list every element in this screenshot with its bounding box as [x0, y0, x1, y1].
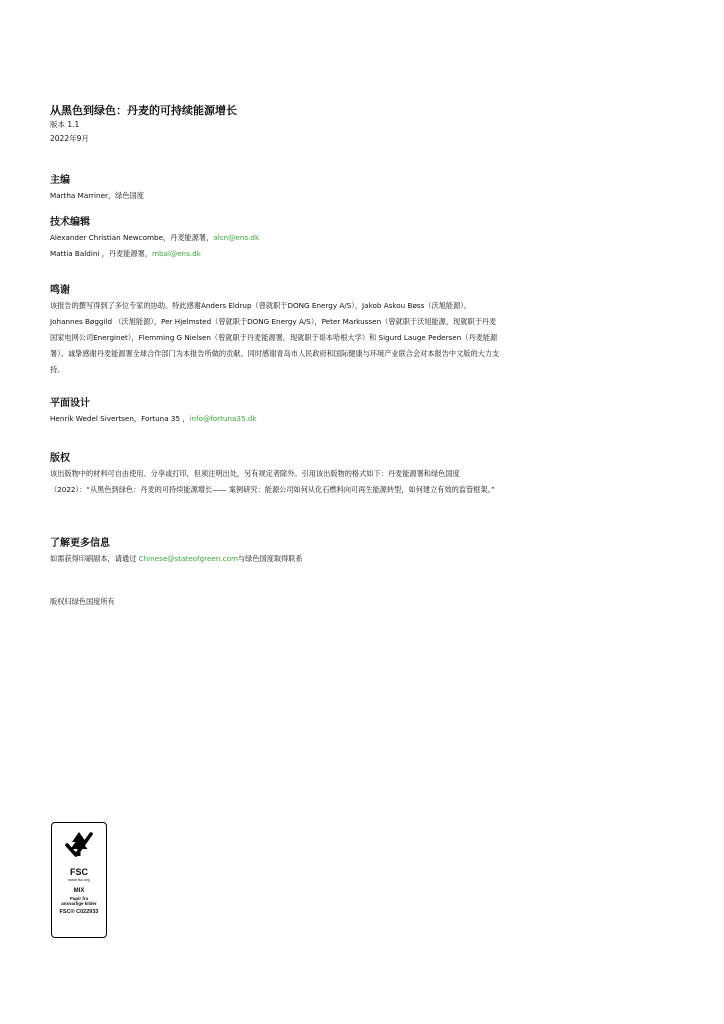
tech-editor-1-text: Alexander Christian Newcombe，丹麦能源署， — [50, 233, 214, 242]
rights-notice — [50, 594, 500, 610]
section-design — [50, 397, 500, 427]
editor-text: Martha Marriner，绿色国度 — [50, 191, 144, 200]
section-more-info — [50, 537, 500, 567]
editor-heading: 主编 — [50, 175, 70, 186]
design-heading: 平面设计 — [50, 398, 90, 409]
tech-editor-line-1 — [50, 230, 500, 246]
fsc-mix-label: MIX — [73, 888, 85, 894]
report-header — [50, 104, 500, 146]
rights-text: 版权归绿色国度所有 — [50, 597, 115, 606]
more-info-heading: 了解更多信息 — [50, 538, 110, 549]
fsc-url: www.fsc.org — [68, 877, 90, 882]
tech-editor-1-email-link[interactable]: alcn@ens.dk — [213, 233, 260, 242]
fsc-code: FSC® C022933 — [59, 909, 99, 915]
section-thanks — [50, 284, 500, 378]
section-tech-editors — [50, 216, 500, 262]
fsc-sub-line-1: Papir fra — [69, 896, 89, 901]
section-editor — [50, 174, 500, 204]
report-version: 版本 1.1 — [50, 120, 80, 129]
more-info-text-before: 如需获得印刷副本，请通过 — [50, 554, 139, 563]
design-text: Henrik Wedel Sivertsen，Fortuna 35 ， — [50, 414, 190, 423]
copyright-heading: 版权 — [50, 453, 70, 464]
fsc-logo — [51, 822, 107, 938]
tech-editor-2-text: Mattia Baldini ，丹麦能源署， — [50, 249, 152, 258]
more-info-line — [50, 551, 500, 567]
tech-editors-heading: 技术编辑 — [50, 217, 90, 228]
fsc-brand: FSC — [70, 867, 88, 877]
copyright-text: 该出版物中的材料可自由使用、分享或打印，但须注明出处，另有规定者除外。引用该出版物的格式如下：丹麦能源署和绿色国度（2022）：“从黑色到绿色：丹麦的可持续能源增长—— 案例研究：能源公司如何从化石燃料向可再生能源转型，如何建立有效的监管框架。” — [50, 469, 495, 494]
fsc-sub-line-2: ansvarlige kilder — [61, 901, 97, 906]
thanks-text: 该报告的撰写得到了多位专家的协助。特此感谢Anders Eldrup（曾就职于DONG Energy A/S），Jakob Askou Bøss（沃旭能源），Johannes Bøggild （沃旭能源），Per Hjelmsted（曾就职于DONG Energy A/S），Peter Markussen（曾就职于沃旭能源，现就职于丹麦国家电网公司Energinet），Flemming G Nielsen（曾就职于丹麦能源署，现就职于哥本哈根大学）和 Sigurd Lauge Pedersen（丹麦能源署）。诚挚感谢丹麦能源署全球合作部门为本报告所做的贡献。同时感谢青岛市人民政府和国际健康与环境产业联合会对本报告中文版的大力支持。 — [50, 301, 500, 374]
design-email-link[interactable]: info@fortuna35.dk — [189, 414, 257, 423]
fsc-tree-check-icon — [62, 828, 96, 862]
report-date: 2022年9月 — [50, 134, 89, 143]
section-copyright — [50, 452, 500, 498]
tech-editor-line-2 — [50, 246, 500, 262]
more-info-text-after: 与绿色国度取得联系 — [237, 554, 303, 563]
design-line — [50, 411, 500, 427]
report-title: 从黑色到绿色：丹麦的可持续能源增长 — [50, 104, 237, 117]
thanks-heading: 鸣谢 — [50, 285, 70, 296]
tech-editor-2-email-link[interactable]: mbal@ens.dk — [151, 249, 201, 258]
more-info-email-link[interactable]: Chinese@stateofgreen.com — [138, 554, 238, 563]
